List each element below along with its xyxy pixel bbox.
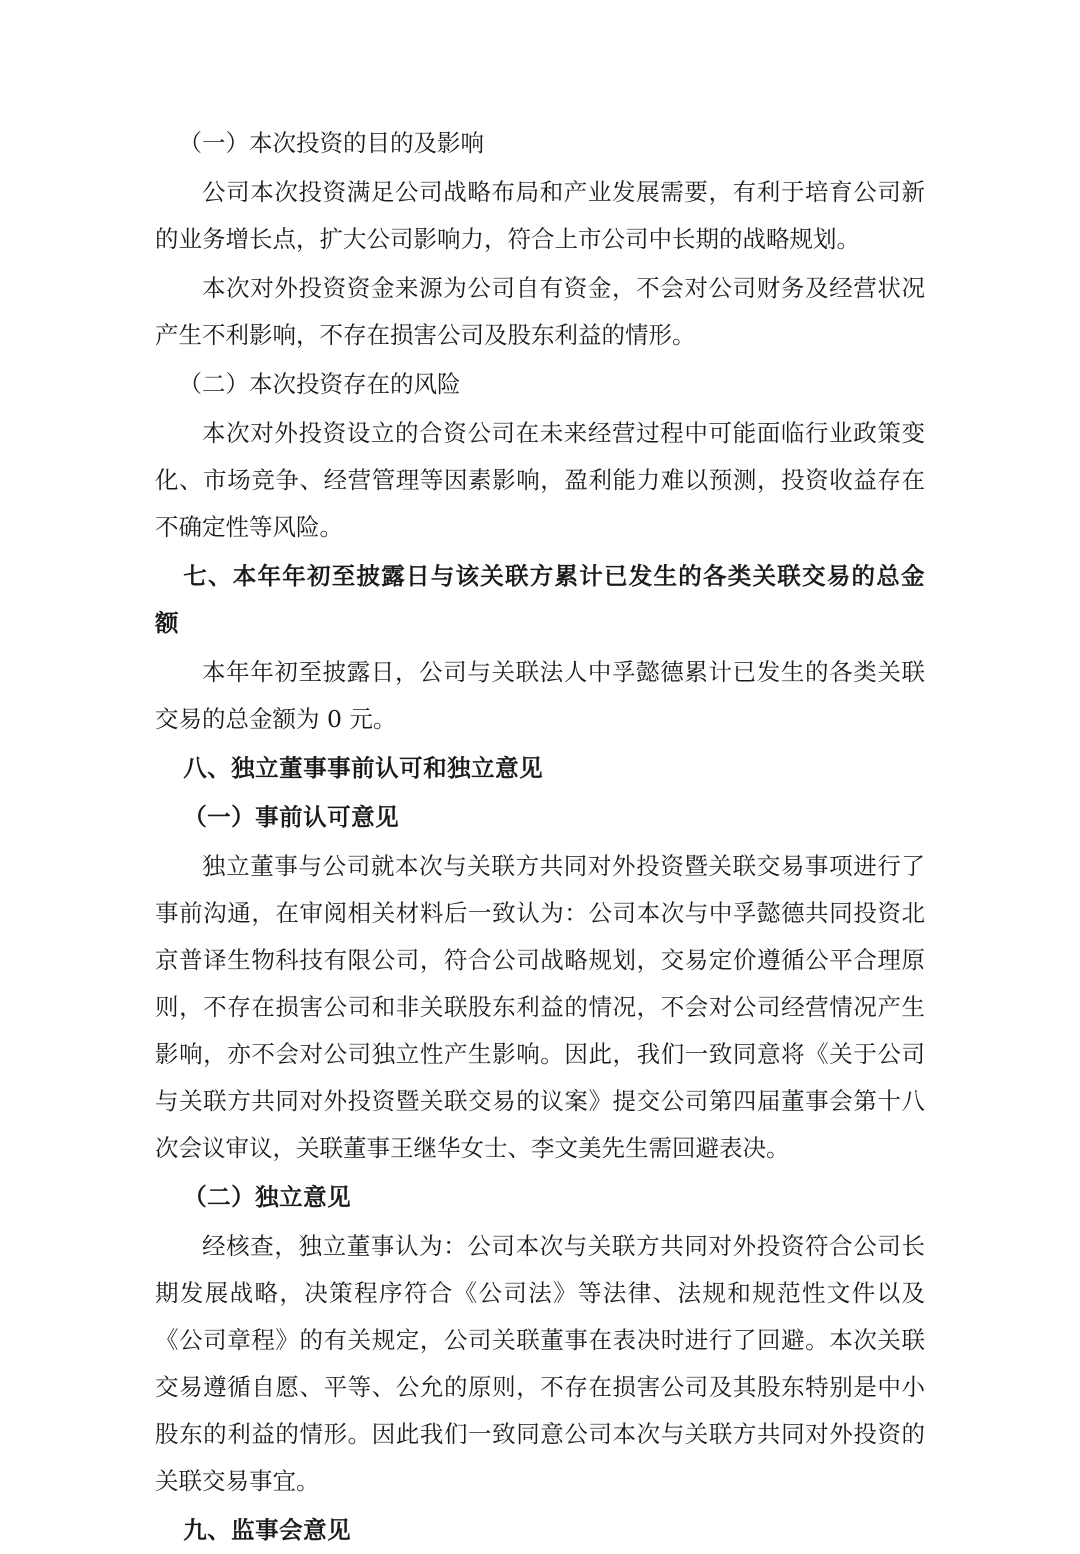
document-body [155, 120, 925, 1554]
document-paragraph: 本次对外投资设立的合资公司在未来经营过程中可能面临行业政策变化、市场竞争、经营管理等因素影响，盈利能力难以预测，投资收益存在不确定性等风险。 [155, 419, 925, 541]
document-heading: （一）本次投资的目的及影响 [178, 129, 484, 157]
document-heading: 八、独立董事事前认可和独立意见 [183, 754, 544, 782]
document-paragraph: 独立董事与公司就本次与关联方共同对外投资暨关联交易事项进行了事前沟通，在审阅相关材料后一致认为：公司本次与中孚懿德共同投资北京普译生物科技有限公司，符合公司战略规划，交易定价遵循公平合理原则，不存在损害公司和非关联股东利益的情况，不会对公司经营情况产生影响，亦不会对公司独立性产生影响。因此，我们一致同意将《关于公司与关联方共同对外投资暨关联交易的议案》提交公司第四届董事会第十八次会议审议，关联董事王继华女士、李文美先生需回避表决。 [155, 852, 925, 1162]
document-paragraph: 经核查，独立董事认为：公司本次与关联方共同对外投资符合公司长期发展战略，决策程序符合《公司法》等法律、法规和规范性文件以及《公司章程》的有关规定，公司关联董事在表决时进行了回避。本次关联交易遵循自愿、平等、公允的原则，不存在损害公司及其股东特别是中小股东的利益的情形。因此我们一致同意公司本次与关联方共同对外投资的关联交易事宜。 [155, 1232, 925, 1495]
document-heading: 七、本年年初至披露日与该关联方累计已发生的各类关联交易的总金额 [155, 562, 925, 637]
document-heading: （二）本次投资存在的风险 [178, 370, 461, 398]
document-heading: （二）独立意见 [183, 1183, 352, 1211]
document-paragraph: 公司本次投资满足公司战略布局和产业发展需要，有利于培育公司新的业务增长点，扩大公司影响力，符合上市公司中长期的战略规划。 [155, 178, 925, 253]
document-paragraph: 本次对外投资资金来源为公司自有资金，不会对公司财务及经营状况产生不利影响，不存在损害公司及股东利益的情形。 [155, 274, 925, 349]
document-heading: （一）事前认可意见 [183, 803, 400, 831]
document-heading: 九、监事会意见 [183, 1516, 352, 1544]
document-paragraph: 本年年初至披露日，公司与关联法人中孚懿德累计已发生的各类关联交易的总金额为 0 元。 [155, 658, 925, 733]
